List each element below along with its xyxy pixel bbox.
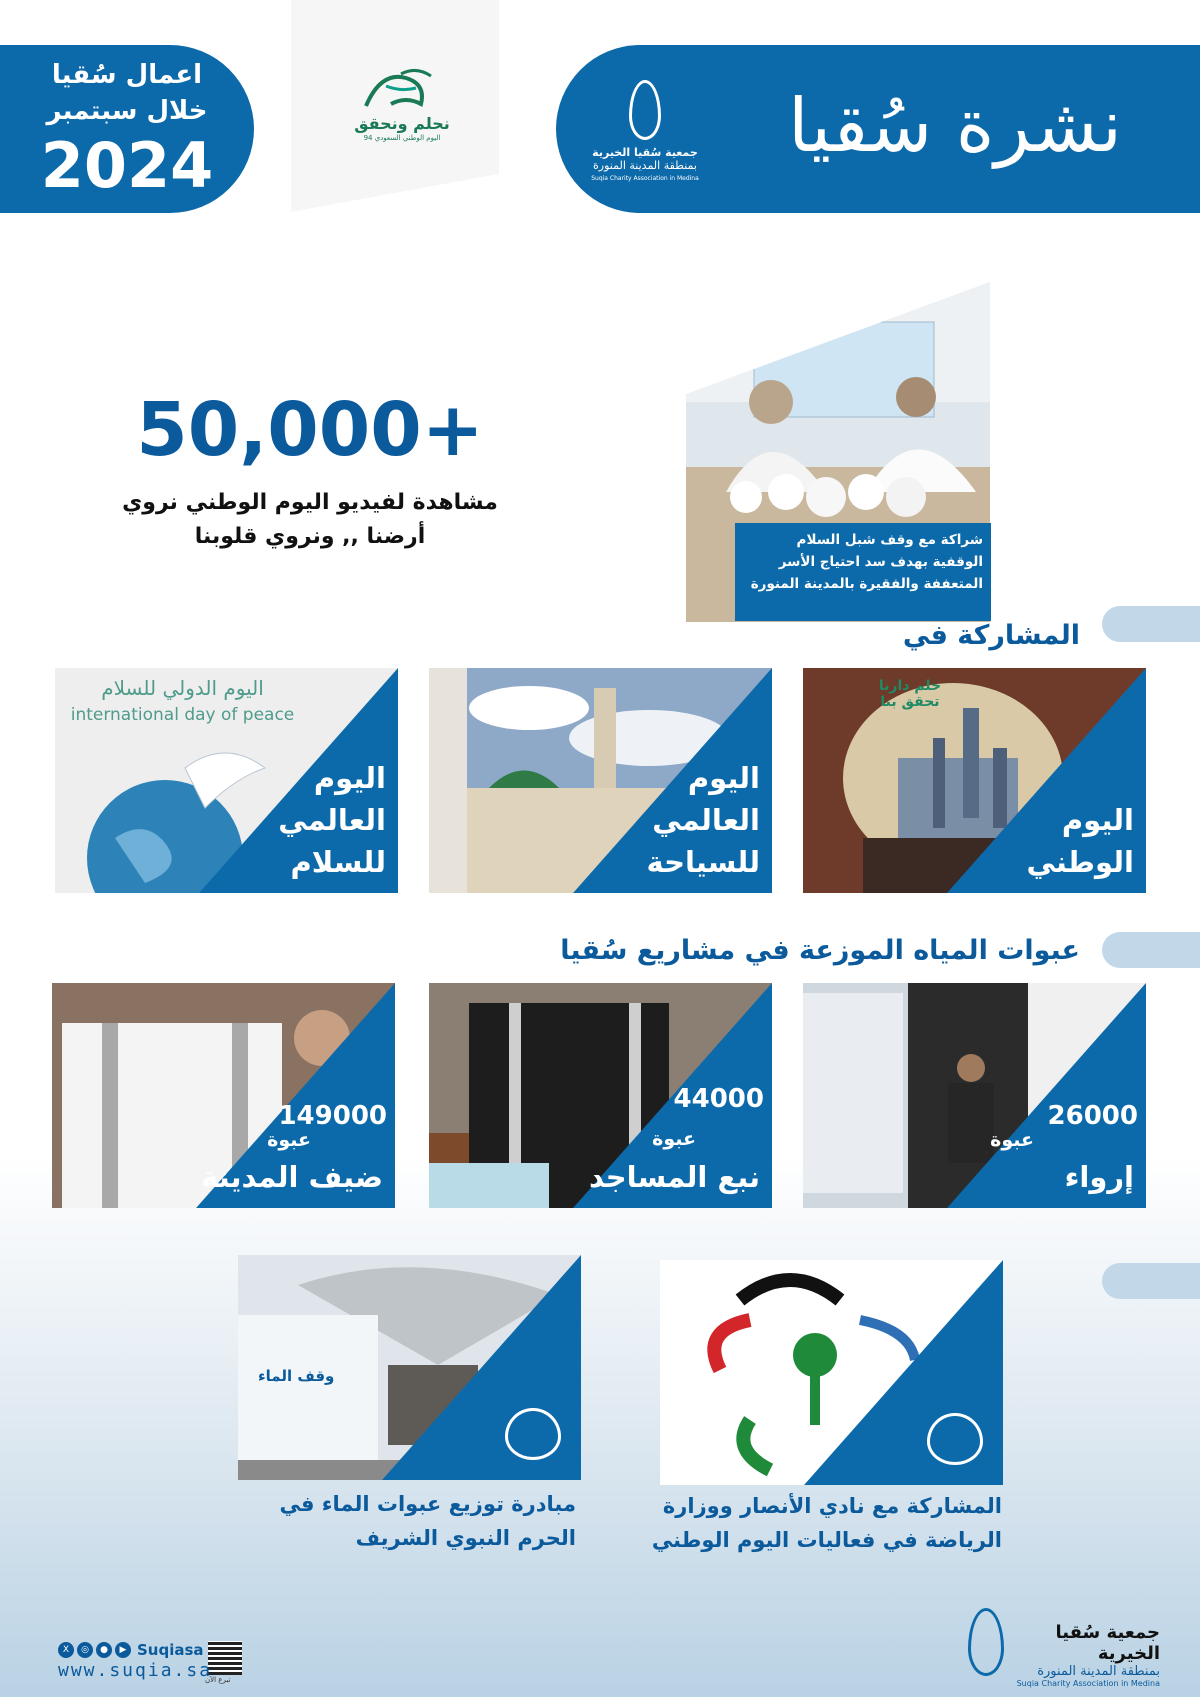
section-pill-initiatives (1102, 1263, 1200, 1299)
footer-drop-logo-icon (968, 1608, 1004, 1676)
qr-code-icon[interactable] (208, 1641, 242, 1675)
card-water-guest (52, 983, 395, 1208)
section-pill-participation (1102, 606, 1200, 642)
ansar-caption (640, 1489, 1002, 1557)
water-title: عبوات المياه الموزعة في مشاريع سُقيا (560, 935, 1080, 966)
header-org-logo-text (580, 146, 710, 185)
handshake-heart-icon (927, 1413, 983, 1465)
card-haram-water (238, 1255, 581, 1480)
water-label: ضيف المدينة (201, 1160, 383, 1194)
section-pill-water (1102, 932, 1200, 968)
header-org-name: جمعية سُقيا الخيرية (592, 146, 698, 159)
header-org-region: بمنطقة المدينة المنورة (593, 159, 697, 172)
x-icon[interactable]: X (58, 1642, 74, 1658)
water-label: إرواء (1064, 1160, 1134, 1194)
water-number: 44000 (673, 1084, 764, 1114)
haram-caption (220, 1487, 576, 1555)
snapchat-icon[interactable]: ● (96, 1642, 112, 1658)
card-label: اليوم الوطني (1026, 803, 1134, 879)
works-line1: اعمال سُقيا (51, 60, 203, 90)
emblem-slogan: نحلم ونحقق (354, 114, 450, 133)
card-national-day (803, 668, 1146, 893)
truck-label: وقف الماء (258, 1367, 335, 1385)
haram-caption-line2: الحرم النبوي الشريف (355, 1526, 576, 1550)
ansar-caption-line2: الرياضة في فعاليات اليوم الوطني (651, 1528, 1002, 1552)
year: 2024 (40, 129, 214, 202)
social-handle[interactable]: Suqiasa (137, 1641, 204, 1659)
card-label: اليوم العالمي للسياحة (646, 761, 760, 879)
views-caption-line2: أرضنا ,, ونروي قلوبنا (194, 524, 426, 549)
handshake-heart-icon (505, 1408, 561, 1460)
card-tourism-day (429, 668, 772, 893)
instagram-icon[interactable]: ◎ (77, 1642, 93, 1658)
water-number: 26000 (1047, 1101, 1138, 1131)
card-water-mosques (429, 983, 772, 1208)
water-unit: عبوة (267, 1129, 311, 1151)
card-water-irwa (803, 983, 1146, 1208)
footer-org-title: جمعية سُقيا الخيرية (1055, 1622, 1160, 1664)
peace-overlay-en: international day of peace (70, 705, 295, 725)
website-link[interactable]: www.suqia.sa (58, 1660, 213, 1681)
footer-org-region: بمنطقة المدينة المنورة (1037, 1664, 1160, 1679)
views-caption-line1: مشاهدة لفيديو اليوم الوطني نروي (122, 490, 498, 515)
works-line2: خلال سبتمبر (46, 96, 208, 126)
header-month-badge (0, 45, 254, 213)
qr-caption: تبرع الآن (205, 1676, 231, 1684)
national-day-overlay-text: حلم دارنا تحقق بنا (878, 678, 942, 710)
header-org-english: Suqia Charity Association in Medina (591, 175, 699, 182)
social-row (58, 1640, 204, 1660)
water-label: نبع المساجد (589, 1160, 760, 1194)
ansar-caption-line1: المشاركة مع نادي الأنصار ووزارة (662, 1494, 1002, 1518)
views-stat: 50,000+ (136, 387, 484, 473)
footer-org-name (1010, 1622, 1160, 1688)
youtube-icon[interactable]: ▶ (115, 1642, 131, 1658)
national-day-emblem-icon (346, 66, 456, 112)
card-ansar-club (660, 1260, 1003, 1485)
views-caption (100, 486, 520, 554)
haram-caption-line1: مبادرة توزيع عبوات الماء في (279, 1492, 576, 1516)
water-number: 149000 (278, 1101, 387, 1131)
emblem-subtitle: اليوم الوطني السعودي 94 (363, 134, 441, 142)
participation-title: المشاركة في (902, 620, 1080, 651)
water-unit: عبوة (652, 1128, 696, 1150)
water-unit: عبوة (990, 1129, 1034, 1151)
card-label: اليوم العالمي للسلام (278, 761, 386, 879)
partnership-caption: شراكة مع وقف شبل السلام الوقفية بهدف سد احتياج الأسر المتعففة والفقيرة بالمدينة المنورة (735, 523, 991, 621)
page-title: نشرة سُقيا (787, 83, 1122, 169)
card-peace-day (55, 668, 398, 893)
footer-org-english: Suqia Charity Association in Medina (1016, 1679, 1160, 1688)
peace-overlay-ar: اليوم الدولي للسلام (101, 676, 264, 700)
